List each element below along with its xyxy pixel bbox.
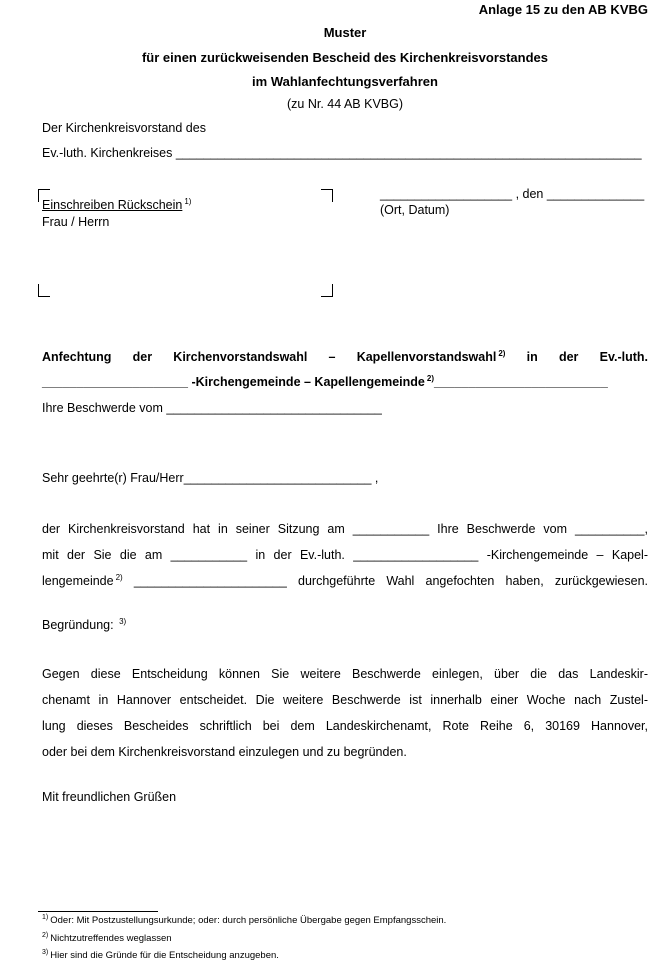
- decision-line-3: lengemeinde $^{2)}$ ______________________ durchgeführte Wahl angefochten haben, zurückgewiesen.: [42, 572, 648, 588]
- footnote-separator-rule: [38, 911, 158, 912]
- greeting-line: Sehr geehrte(r) Frau/Herr___________________________ ,: [42, 471, 379, 485]
- sender-church-district-label: Ev.-luth. Kirchenkreises: [42, 146, 176, 160]
- appeal-line-3: lung dieses Bescheides schriftlich bei dem Landeskirchenamt, Rote Reihe 6, 30169 Hannover,: [42, 719, 648, 733]
- session-date-fill-line: ___________: [352, 522, 430, 536]
- decision-line-1: der Kirchenkreisvorstand hat in seiner Sitzung am ___________ Ihre Beschwerde vom __________,: [42, 522, 648, 536]
- decision-line-2: mit der Sie die am ___________ in der Ev.-luth. __________________ -Kirchengemeinde – Kapel-: [42, 548, 648, 562]
- appeal-line-1: Gegen diese Entscheidung können Sie weitere Beschwerde einlegen, über die das Landeskir-: [42, 667, 648, 681]
- delivery-method-label: Einschreiben Rückschein: [42, 198, 183, 212]
- footnote-ref-2-marker: 2): [498, 348, 506, 358]
- document-title: Muster: [323, 25, 367, 40]
- footnote-2-text: Nichtzutreffendes weglassen: [50, 933, 172, 944]
- recipient-salutation: Frau / Herrn: [42, 215, 110, 229]
- decision-paragraph: [42, 516, 648, 594]
- subject-block: [42, 345, 648, 395]
- footnote-ref-2-marker: 2): [426, 373, 434, 383]
- footnote-3: [42, 950, 648, 961]
- sender-line: Der Kirchenkreisvorstand des: [42, 121, 206, 135]
- annex-label: Anlage 15 zu den AB KVBG: [478, 2, 648, 17]
- footnote-1-text: Oder: Mit Postzustellungsurkunde; oder: durch persönliche Übergabe gegen Empfangsschein.: [50, 915, 447, 926]
- complaint-date-line: Ihre Beschwerde vom _______________________________: [42, 401, 382, 415]
- closing-salutation: Mit freundlichen Grüßen: [42, 790, 177, 804]
- address-window-corner-bottom-right-icon: [321, 284, 333, 297]
- subject-line-1: Anfechtung der Kirchenvorstandswahl – Kapellenvorstandswahl $^{2)}$ in der Ev.-luth.: [42, 348, 648, 364]
- footnote-ref-3-marker: 3): [119, 616, 127, 626]
- parish-name-fill-line-4: ______________________: [122, 574, 287, 588]
- document-subtitle-1: für einen zurückweisenden Bescheid des Kirchenkreisvorstandes: [141, 50, 549, 65]
- church-district-fill-line: ___________________________________________________________________: [175, 146, 642, 160]
- reasoning-line: [42, 618, 648, 632]
- footnote-ref-2-marker: 2): [115, 572, 123, 582]
- complaint-date-fill-line-2: __________: [574, 522, 645, 536]
- appeal-line-4: oder bei dem Kirchenkreisvorstand einzulegen und zu begründen.: [42, 745, 407, 759]
- parish-name-fill-line: _____________________: [42, 375, 188, 389]
- reasoning-label: Begründung:: [42, 618, 118, 632]
- complaint-date-fill-line: _______________________________: [166, 401, 382, 415]
- subject-line-2: _____________________ -Kirchengemeinde – Kapellengemeinde $^{2)}$_________________________: [42, 373, 608, 389]
- footnote-2-marker: 2): [42, 931, 49, 939]
- den-label: , den: [512, 187, 547, 201]
- footnote-1: [42, 915, 648, 926]
- footnote-3-text: Hier sind die Gründe für die Entscheidung anzugeben.: [50, 950, 279, 961]
- parish-name-fill-line-3: __________________: [353, 548, 479, 562]
- place-date-line: [380, 187, 644, 201]
- election-date-fill-line: ___________: [170, 548, 248, 562]
- greeting-name-fill-line: ___________________________: [183, 471, 372, 485]
- address-window-corner-bottom-left-icon: [38, 284, 50, 297]
- place-date-caption: (Ort, Datum): [380, 203, 450, 217]
- date-fill-line: ______________: [546, 187, 645, 201]
- parish-name-fill-line-2: _________________________: [434, 375, 608, 389]
- appeal-line-2: chenamt in Hannover entscheidet. Die weitere Beschwerde ist innerhalb einer Woche nach Zustel-: [42, 693, 648, 707]
- appeal-paragraph: [42, 661, 648, 765]
- document-subtitle-2: im Wahlanfechtungsverfahren: [252, 74, 438, 89]
- footnote-3-marker: 3): [42, 948, 49, 956]
- footnote-ref-1-marker: 1): [184, 196, 192, 206]
- footnote-1-marker: 1): [42, 913, 49, 921]
- document-reference: (zu Nr. 44 AB KVBG): [286, 97, 403, 111]
- sender-church-district-line: [42, 146, 648, 160]
- place-fill-line: ___________________: [380, 187, 513, 201]
- footnote-2: [42, 933, 648, 944]
